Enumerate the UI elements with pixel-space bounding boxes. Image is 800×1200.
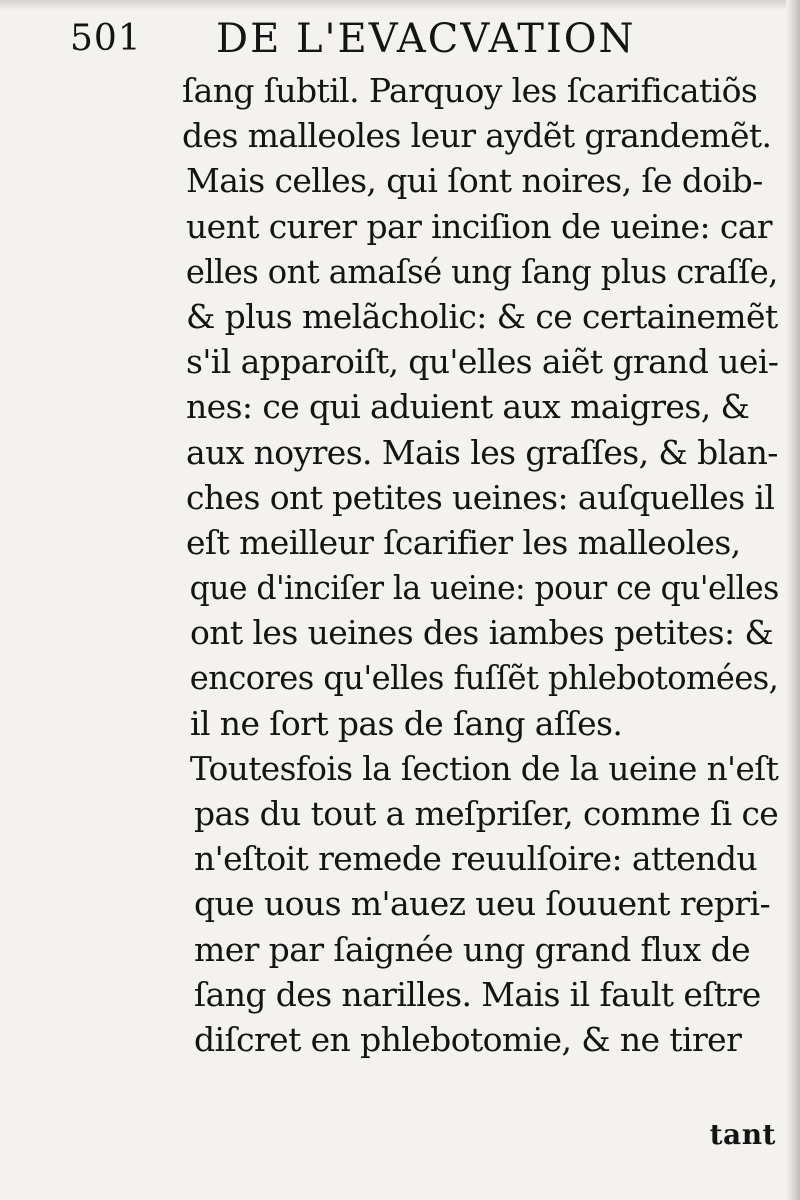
text-line: Toutesfois la ſection de la ueine n'eſt: [189, 748, 779, 788]
page-header: [58, 10, 758, 66]
page-edge: [786, 0, 800, 1200]
text-line: & plus melãcholic: & ce certainemẽt: [186, 296, 778, 336]
text-line: s'il apparoiſt, qu'elles aiẽt grand uei-: [186, 342, 779, 382]
text-line: pas du tout a meſpriſer, comme ſi ce: [193, 794, 779, 833]
text-line: elles ont amaſsé ung ſang plus craſſe,: [185, 251, 778, 291]
body-text: [182, 68, 778, 1062]
text-line: ont les ueines des iambes petites: &: [190, 613, 774, 653]
text-line: Mais celles, qui ſont noires, ſe doib-: [186, 161, 763, 201]
text-line: ſang des narilles. Mais il fault eſtre: [194, 974, 761, 1014]
page-top-shadow: [0, 0, 800, 10]
catchword: tant: [709, 1118, 776, 1151]
text-line: ſang ſubtil. Parquoy les ſcarificatiõs: [182, 71, 758, 110]
text-line: nes: ce qui aduient aux maigres, &: [186, 387, 750, 427]
running-head: DE L'EVACVATION: [216, 16, 636, 62]
text-line: aux noyres. Mais les graſſes, & blan-: [186, 432, 778, 472]
text-line: ches ont petites ueines: auſquelles il: [186, 477, 775, 517]
text-line: diſcret en phlebotomie, & ne tirer: [194, 1019, 742, 1059]
text-line: que uous m'auez ueu ſouuent repri-: [194, 884, 771, 924]
text-line: mer par ſaignée ung grand flux de: [194, 929, 751, 969]
text-line: encores qu'elles fuſſẽt phlebotomées,: [189, 658, 779, 698]
text-line: il ne ſort pas de ſang aſſes.: [190, 703, 623, 743]
page-number: 501: [70, 18, 142, 59]
text-line: que d'inciſer la ueine: pour ce qu'elles: [189, 568, 779, 608]
text-line: uent curer par inciſion de ueine: car: [186, 206, 772, 246]
text-line: des malleoles leur aydẽt grandemẽt.: [182, 116, 772, 156]
text-line: n'eſtoit remede reuulſoire: attendu: [194, 839, 758, 879]
text-line: eſt meilleur ſcarifier les malleoles,: [186, 522, 741, 562]
